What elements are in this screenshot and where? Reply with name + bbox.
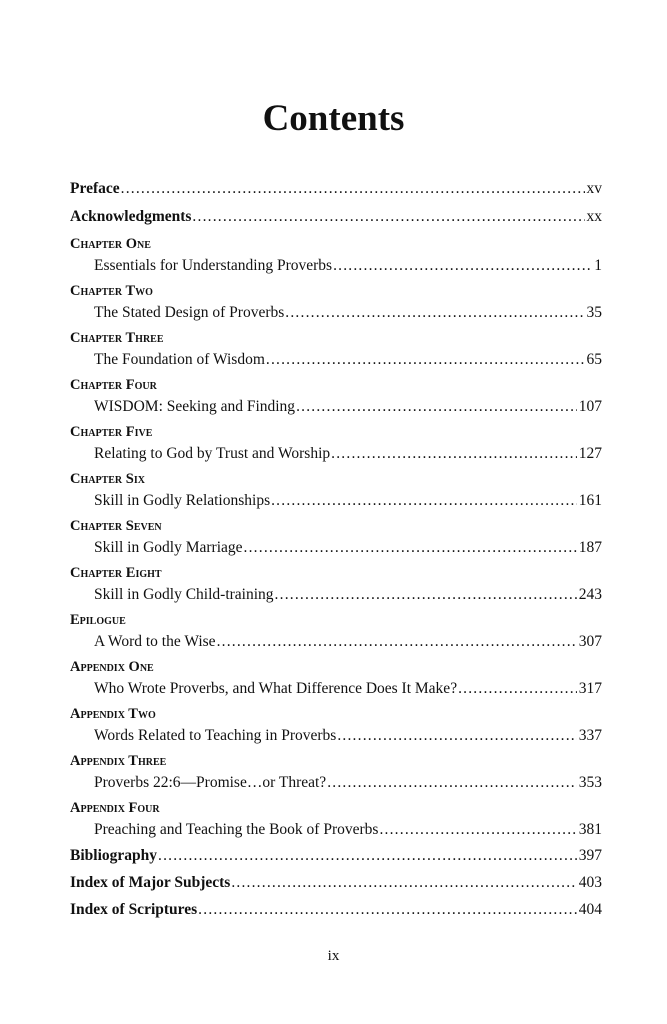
toc-chapter-three[interactable]: [70, 328, 602, 371]
toc-entry: [70, 490, 602, 512]
dot-leader: [327, 772, 577, 794]
toc-entry-title: A Word to the Wise: [94, 633, 216, 650]
toc-appendix-two[interactable]: [70, 704, 602, 747]
toc-entry-title: Skill in Godly Relationships: [94, 492, 271, 509]
toc-appendix-three[interactable]: [70, 751, 602, 794]
toc-entry-title: Who Wrote Proverbs, and What Difference Does It Make?: [94, 680, 458, 697]
toc-chapter-one[interactable]: [70, 234, 602, 277]
toc-entry-page: 107: [578, 398, 602, 415]
chapter-label: Chapter Four: [70, 377, 157, 393]
chapter-label: Chapter Five: [70, 424, 153, 440]
toc-entry-acknowledgments[interactable]: [70, 206, 602, 228]
toc-chapter-two[interactable]: [70, 281, 602, 324]
toc-appendix-four[interactable]: [70, 798, 602, 841]
dot-leader: [333, 255, 592, 277]
toc-epilogue[interactable]: [70, 610, 602, 653]
toc-entry: [70, 772, 602, 794]
toc-entry: [70, 631, 602, 653]
chapter-label: Appendix Four: [70, 800, 160, 816]
dot-leader: [244, 537, 577, 559]
toc-entry-title: Index of Scriptures: [70, 901, 198, 918]
toc-entry-page: 243: [578, 586, 602, 603]
toc-entry-title: Relating to God by Trust and Worship: [94, 445, 331, 462]
toc-entry-page: 161: [578, 492, 602, 509]
toc-chapter-four[interactable]: [70, 375, 602, 418]
toc-entry-page: 317: [578, 680, 602, 697]
chapter-label: Appendix Three: [70, 753, 167, 769]
dot-leader: [337, 725, 576, 747]
toc-entry-page: xv: [586, 180, 602, 197]
toc-entry-page: 404: [578, 901, 602, 918]
toc-entry-index-scriptures[interactable]: [70, 899, 602, 921]
toc-entry: [70, 443, 602, 465]
chapter-label: Chapter Six: [70, 471, 145, 487]
chapter-label: Appendix Two: [70, 706, 156, 722]
toc-entry: [70, 537, 602, 559]
toc-entry-title: Preaching and Teaching the Book of Proverbs: [94, 821, 379, 838]
toc-entry: [70, 678, 602, 700]
toc-entry-page: 381: [578, 821, 602, 838]
toc-entry: [70, 819, 602, 841]
chapter-label: Epilogue: [70, 612, 126, 628]
dot-leader: [379, 819, 576, 841]
toc-chapter-five[interactable]: [70, 422, 602, 465]
dot-leader: [458, 678, 577, 700]
toc-chapter-seven[interactable]: [70, 516, 602, 559]
toc-entry-page: 35: [586, 304, 602, 321]
toc-entry-title: Skill in Godly Child-training: [94, 586, 274, 603]
toc-entry-page: xx: [586, 208, 602, 225]
toc-entry-index-subjects[interactable]: [70, 872, 602, 894]
toc-entry-page: 1: [594, 257, 602, 274]
toc-entry: [70, 255, 602, 277]
dot-leader: [275, 584, 577, 606]
toc-entry-title: Index of Major Subjects: [70, 874, 231, 891]
toc-entry-page: 353: [578, 774, 602, 791]
dot-leader: [158, 845, 577, 867]
toc-entry-page: 337: [578, 727, 602, 744]
toc-entry-title: Acknowledgments: [70, 208, 192, 225]
toc-entry: [70, 302, 602, 324]
dot-leader: [121, 178, 585, 200]
chapter-label: Chapter Three: [70, 330, 164, 346]
page-title: Contents: [262, 98, 405, 139]
toc-entry-page: 307: [578, 633, 602, 650]
dot-leader: [296, 396, 577, 418]
toc-entry-title: Bibliography: [70, 847, 157, 864]
toc-entry-title: Preface: [70, 180, 120, 197]
toc-entry: [70, 584, 602, 606]
toc-entry-page: 65: [586, 351, 602, 368]
table-of-contents: [70, 178, 602, 921]
chapter-label: Appendix One: [70, 659, 154, 675]
dot-leader: [217, 631, 577, 653]
toc-chapter-eight[interactable]: [70, 563, 602, 606]
dot-leader: [231, 872, 576, 894]
toc-entry-bibliography[interactable]: [70, 845, 602, 867]
toc-appendix-one[interactable]: [70, 657, 602, 700]
toc-entry-title: WISDOM: Seeking and Finding: [94, 398, 296, 415]
toc-entry-page: 127: [578, 445, 602, 462]
toc-entry-page: 397: [578, 847, 602, 864]
chapter-label: Chapter Eight: [70, 565, 162, 581]
toc-entry: [70, 725, 602, 747]
toc-entry-title: Skill in Godly Marriage: [94, 539, 243, 556]
chapter-label: Chapter One: [70, 236, 151, 252]
toc-entry: [70, 349, 602, 371]
toc-chapter-six[interactable]: [70, 469, 602, 512]
dot-leader: [285, 302, 584, 324]
dot-leader: [192, 206, 584, 228]
dot-leader: [271, 490, 577, 512]
chapter-label: Chapter Seven: [70, 518, 162, 534]
toc-entry-title: Essentials for Understanding Proverbs: [94, 257, 333, 274]
toc-entry-page: 187: [578, 539, 602, 556]
toc-entry-title: Words Related to Teaching in Proverbs: [94, 727, 337, 744]
dot-leader: [331, 443, 577, 465]
toc-entry-title: The Foundation of Wisdom: [94, 351, 265, 368]
chapter-label: Chapter Two: [70, 283, 153, 299]
dot-leader: [198, 899, 577, 921]
toc-entry: [70, 396, 602, 418]
dot-leader: [266, 349, 585, 371]
toc-entry-title: The Stated Design of Proverbs: [94, 304, 285, 321]
toc-entry-page: 403: [578, 874, 602, 891]
page-number: ix: [327, 948, 340, 964]
toc-entry-preface[interactable]: [70, 178, 602, 200]
toc-entry-title: Proverbs 22:6—Promise…or Threat?: [94, 774, 327, 791]
